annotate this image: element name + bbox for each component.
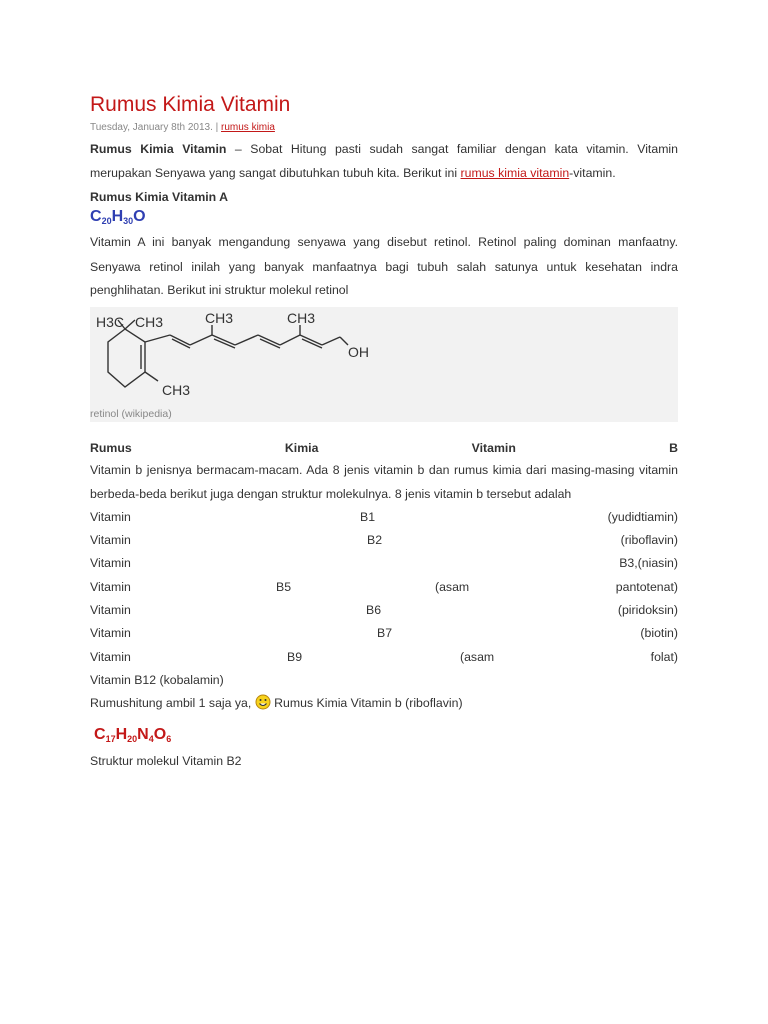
list-item-b6-word: Vitamin (90, 603, 131, 617)
formula-vitamin-a: $C_{20}H_{30}O$ (90, 208, 146, 226)
list-item-b1-code: B1 (360, 510, 376, 524)
smiley-icon (255, 694, 271, 713)
para-b-line-2: berbeda-beda berikut juga dengan struktur molekulnya. 8 jenis vitamin b tersebut adalah (90, 487, 572, 501)
ch3-label-ring-top: CH3 (135, 314, 164, 330)
para-a-line-2: Senyawa retinol inilah yang banyak manfaatnya bagi tubuh salah satunya untuk kesehatan indra (90, 260, 678, 274)
para-a-line-1: Vitamin A ini banyak mengandung senyawa yang disebut retinol. Retinol paling dominan manfaatny. (90, 235, 678, 249)
image-caption: retinol (wikipedia) (90, 408, 172, 420)
intro-text-2: merupakan Senyawa yang sangat dibutuhkan tubuh kita. Berikut ini (90, 166, 461, 180)
struct-b2-label: Struktur molekul Vitamin B2 (90, 754, 242, 768)
list-item-b9-code: B9 (287, 650, 303, 664)
ch3-label-chain-2: CH3 (287, 310, 316, 326)
take-one-line (90, 694, 463, 713)
list-item-b9-asam: (asam (460, 650, 495, 664)
list-item-b7-word: Vitamin (90, 626, 131, 640)
list-item-b7-name: (biotin) (640, 626, 678, 640)
list-item-b9-name: folat) (650, 650, 678, 664)
list-item-b3-word: Vitamin (90, 556, 131, 570)
intro-bold: Rumus Kimia Vitamin (90, 142, 227, 156)
post-meta (90, 122, 275, 133)
post-date: Tuesday, January 8th 2013. | (90, 122, 219, 133)
list-item-b5-word: Vitamin (90, 580, 131, 594)
formula-vitamin-b2: $C_{17}H_{20}N_4O_6$ (94, 726, 172, 744)
h3c-label: H3C (96, 314, 125, 330)
intro-line-2 (90, 162, 678, 186)
list-item-b2-word: Vitamin (90, 533, 131, 547)
heading-vitamin-a: Rumus Kimia Vitamin A (90, 190, 229, 204)
list-item-b6-code: B6 (366, 603, 382, 617)
list-item-b1-word: Vitamin (90, 510, 131, 524)
list-item-b2-code: B2 (367, 533, 383, 547)
heading-vitamin-b: Rumus Kimia Vitamin B (90, 441, 678, 455)
list-item-b5-asam: (asam (435, 580, 470, 594)
list-item-b12: Vitamin B12 (kobalamin) (90, 673, 224, 687)
retinol-structure-image (90, 307, 678, 422)
intro-line-1 (90, 138, 678, 162)
para-b-line-1: Vitamin b jenisnya bermacam-macam. Ada 8 jenis vitamin b dan rumus kimia dari masing-masing vitamin (90, 463, 678, 477)
list-item-b1-name: (yudidtiamin) (607, 510, 678, 524)
para-a-line-3: penghlihatan. Berikut ini struktur molekul retinol (90, 283, 349, 297)
take-one-text-2: Rumus Kimia Vitamin b (riboflavin) (270, 696, 463, 710)
list-item-b9-word: Vitamin (90, 650, 131, 664)
intro-text-1: – Sobat Hitung pasti sudah sangat familiar dengan kata vitamin. Vitamin (226, 142, 679, 156)
retinol-molecule-diagram (90, 307, 678, 422)
list-item-b6-name: (piridoksin) (617, 603, 678, 617)
ch3-label-chain-1: CH3 (205, 310, 234, 326)
oh-label: OH (348, 344, 369, 360)
list-item-b2-name: (riboflavin) (620, 533, 678, 547)
article-title: Rumus Kimia Vitamin (90, 93, 291, 116)
rumus-kimia-vitamin-link[interactable]: rumus kimia vitamin (460, 166, 570, 180)
category-link[interactable]: rumus kimia (221, 122, 275, 133)
list-item-b5-code: B5 (276, 580, 292, 594)
list-item-b3-name: B3,(niasin) (619, 556, 678, 570)
list-item-b5-name: pantotenat) (615, 580, 678, 594)
take-one-text: Rumushitung ambil 1 saja ya, (90, 696, 255, 710)
ch3-label-ring-bottom: CH3 (162, 382, 191, 398)
intro-text-3: -vitamin. (569, 166, 616, 180)
list-item-b7-code: B7 (377, 626, 393, 640)
